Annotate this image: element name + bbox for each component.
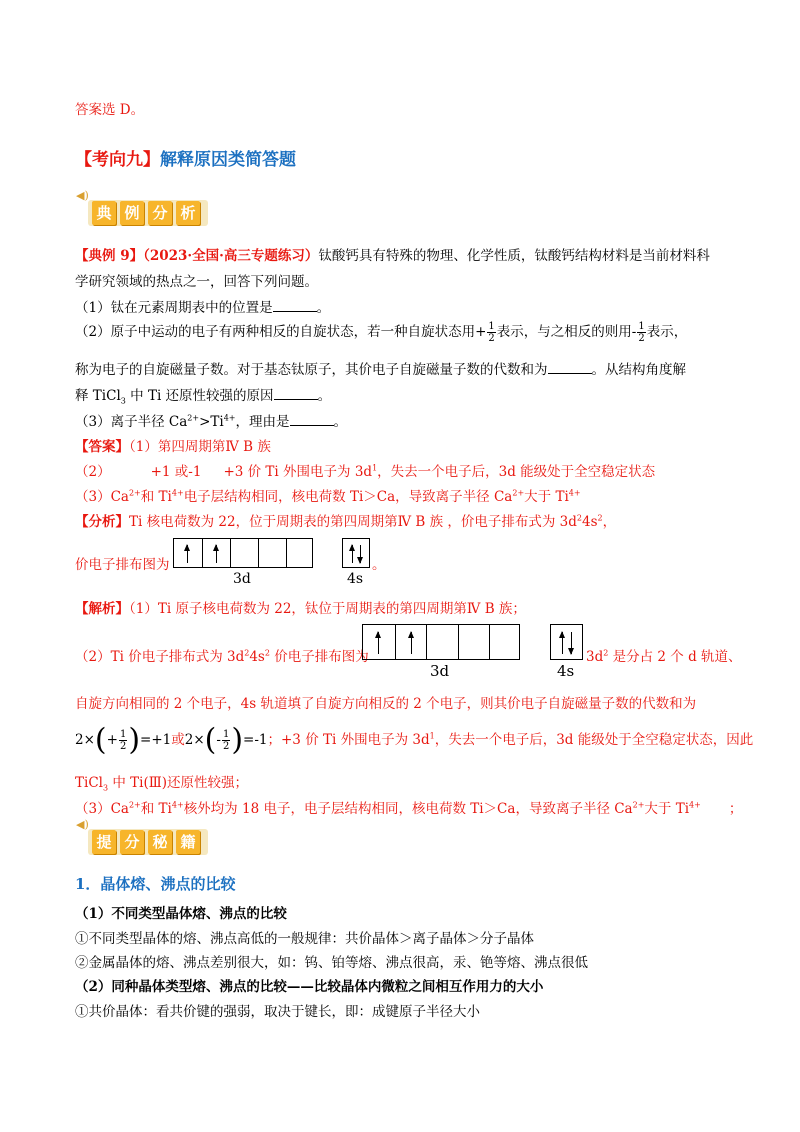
explain-p4-s: 1 (429, 731, 435, 741)
explain-p2-d: 3d (586, 649, 604, 665)
example-source: （2023·全国·高三专题练习） (143, 248, 319, 264)
orbital-3d-label: 3d (430, 662, 450, 680)
answer-a3: （3）Ca (75, 489, 129, 505)
answer-a1: （1）第四周期第Ⅳ B 族 (129, 439, 271, 455)
answer-a2-sup: 1 (372, 463, 378, 473)
analysis-diagram-lead: 价电子排布图为 (75, 557, 170, 573)
answer-3 (75, 485, 581, 505)
frac-num: 1 (638, 321, 645, 332)
half-fraction (487, 321, 495, 344)
orbital-cell (230, 539, 258, 567)
answer-a3-m2: 电子层结构相同，核电荷数 Ti＞Ca，导致离子半径 Ca (183, 489, 513, 505)
spin-up-arrow (352, 545, 353, 563)
explain-p2-e: 是分占 2 个 d 轨道、 (608, 649, 742, 665)
q3-d: 4+ (223, 413, 236, 423)
orbital-cell (395, 625, 427, 659)
banner1-char: 例 (120, 201, 144, 225)
q2-f2: 3 (120, 396, 126, 406)
q3-a: （3）离子半径 Ca (75, 414, 188, 430)
q2-e: 。从结构角度解 (591, 362, 686, 378)
answer-a2-rest: +3 价 Ti 外围电子为 3d (223, 464, 373, 480)
answer-a3-s3: 2+ (512, 488, 525, 498)
explain-p5-a: TiCl (75, 775, 103, 791)
tips-heading-1: 1．晶体熔、沸点的比较 (75, 875, 236, 893)
orbital-3d-label: 3d (233, 571, 251, 587)
math-sign: + (106, 732, 118, 748)
answer-a2-lead: （2） (75, 464, 111, 480)
answer-a2-val: +1 或-1 (150, 464, 202, 480)
q2-d: 称为电子的自旋磁量子数。对于基态钛原子，其价电子自旋磁量子数的代数和为 (75, 362, 548, 378)
explain-p5-s: 3 (102, 783, 109, 793)
explain-p2-s1: 2 (244, 648, 250, 658)
explain-p6-s1: 2+ (128, 800, 141, 810)
explain-p2-a: （2）Ti 价电子排布式为 3d (75, 649, 245, 665)
answer-label: 【答案】 (75, 439, 129, 455)
frac-num: 1 (222, 729, 230, 740)
answer-1 (75, 435, 271, 455)
paren-close: ) (231, 722, 244, 758)
q2-a: （2）原子中运动的电子有两种相反的自旋状态，若一种自旋状态用+ (75, 324, 487, 340)
q2-f1: 释 TiCl (75, 388, 121, 404)
tips-line-2: ②金属晶体的熔、沸点差别很大，如：钨、铂等熔、沸点很高，汞、铯等熔、沸点很低 (75, 955, 588, 971)
orbital-cell (426, 625, 458, 659)
orbital-cell (202, 539, 230, 567)
analysis-s2: 2 (597, 513, 603, 523)
answer-blank (273, 299, 317, 312)
explain-label: 【解析】 (75, 601, 129, 617)
explain-4 (75, 722, 753, 759)
q3-c: >Ti (199, 414, 224, 430)
example-intro-b: 学研究领域的热点之一，回答下列问题。 (75, 274, 318, 290)
spin-up-arrow (378, 632, 379, 654)
frac-den: 2 (119, 741, 127, 752)
explain-p4: ；+3 价 Ti 外围电子为 3d (267, 732, 430, 748)
explain-p6-s2: 4+ (171, 800, 184, 810)
explain-p6-e: ； (728, 801, 743, 817)
tips-heading-2: （1）不同类型晶体熔、沸点的比较 (75, 906, 287, 922)
orbital-3d-box (362, 624, 520, 660)
analysis-s1: 2 (576, 513, 582, 523)
explain-3: 自旋方向相同的 2 个电子，4s 轨道填了自旋方向相反的 2 个电子，则其价电子自旋磁量子数的代数和为 (75, 696, 697, 712)
spin-down-arrow (360, 545, 361, 563)
banner2-char: 籍 (176, 830, 200, 854)
explain-p2-s3: 2 (603, 648, 609, 658)
banner2-char: 秘 (148, 830, 172, 854)
example-label: 【典例 9】 (75, 248, 144, 264)
math-1a: 2× (75, 732, 95, 748)
paren-open: ( (204, 722, 217, 758)
banner1-char: 典 (92, 201, 116, 225)
explain-p2-b: 4s (249, 649, 265, 665)
spin-up-arrow (562, 632, 563, 654)
orbital-cell (489, 625, 521, 659)
spin-up-arrow (216, 545, 217, 563)
orbital-cell (258, 539, 286, 567)
answer-a3-m: 和 Ti (140, 489, 172, 505)
paren-close: ) (128, 722, 141, 758)
frac-den: 2 (222, 741, 230, 752)
math-2b: =-1 (243, 732, 268, 748)
analysis-a: Ti 核电荷数为 22，位于周期表的第四周期第Ⅳ B 族 ，价电子排布式为 3d (129, 514, 577, 530)
section-bracket: 【考向九】 (75, 150, 160, 170)
explain-p6-s4: 4+ (689, 800, 701, 810)
analysis-c: ， (602, 514, 617, 530)
explain-1 (75, 597, 526, 617)
banner1-char: 析 (176, 201, 200, 225)
orbital-cell (458, 625, 490, 659)
answer-a3-s1: 2+ (128, 488, 141, 498)
answer-2 (75, 460, 655, 480)
math-2a: 2× (184, 732, 205, 748)
answer-blank (274, 387, 318, 400)
q3-f: 。 (333, 414, 347, 430)
math-1b: =+1 (140, 732, 172, 748)
answer-a3-s2: 4+ (171, 488, 184, 498)
answer-line: 答案选 D。 (75, 102, 145, 118)
spin-up-arrow (187, 545, 188, 563)
explain-p6-b: 和 Ti (140, 801, 172, 817)
banner1-chars (92, 201, 204, 225)
analysis-b: 4s (581, 514, 598, 530)
frac-den: 2 (488, 333, 495, 344)
frac-num: 1 (119, 729, 127, 740)
answer-a2-tail: ，失去一个电子后，3d 能级处于全空稳定状态 (377, 464, 656, 480)
orbital-cell (286, 539, 314, 567)
half-fraction (637, 321, 645, 344)
orbital-3d-box (173, 538, 313, 568)
question-3 (75, 410, 347, 430)
orbital-cell (174, 539, 202, 567)
explain-2 (75, 645, 369, 665)
q1-end: 。 (316, 300, 331, 316)
paren-open: ( (94, 722, 107, 758)
analysis-label: 【分析】 (75, 514, 129, 530)
analysis-text (75, 510, 616, 530)
explain-p4-b: ，失去一个电子后，3d 能级处于全空稳定状态，因此 (434, 732, 754, 748)
math-sign: - (216, 732, 221, 748)
q1-text: （1）钛在元素周期表中的位置是 (75, 300, 273, 316)
frac-den: 2 (638, 333, 645, 344)
spin-up-arrow (411, 632, 412, 654)
explain-5 (75, 771, 248, 791)
answer-a3-s4: 4+ (568, 488, 581, 498)
explain-2-tail (586, 645, 742, 665)
example-intro-a: 钛酸钙具有特殊的物理、化学性质，钛酸钙结构材料是当前材料科 (318, 248, 710, 264)
explain-p5-b: 中 Ti(Ⅲ)还原性较强； (108, 775, 249, 791)
analysis-diagram-end: 。 (372, 557, 386, 573)
speaker-icon: ◀) (76, 189, 89, 202)
tips-line-3: ①共价晶体：看共价键的强弱，取决于键长，即：成键原子半径大小 (75, 1004, 480, 1020)
example-intro (75, 244, 710, 264)
orbital-4s-label: 4s (557, 662, 575, 680)
q3-e: ，理由是 (235, 414, 290, 430)
banner2-char: 分 (120, 830, 144, 854)
orbital-4s-box (342, 538, 370, 568)
explain-p1: （1）Ti 原子核电荷数为 22，钛位于周期表的第四周期第Ⅳ B 族； (129, 601, 526, 617)
orbital-4s-label: 4s (347, 571, 364, 587)
spin-down-arrow (571, 632, 572, 654)
half-fraction (222, 729, 230, 752)
orbital-cell (363, 625, 395, 659)
tips-heading-3: （2）同种晶体类型熔、沸点的比较——比较晶体内微粒之间相互作用力的大小 (75, 979, 544, 995)
explain-p2-c: 价电子排布图为 (269, 649, 369, 665)
question-1 (75, 296, 330, 316)
math-or: 或 (171, 732, 185, 748)
q3-b: 2+ (187, 413, 200, 423)
banner2-char: 提 (92, 830, 116, 854)
section-heading (75, 145, 296, 170)
answer-blank (290, 413, 334, 426)
banner1-char: 分 (148, 201, 172, 225)
q2-f4: 。 (317, 388, 332, 404)
explain-p6-d: 大于 Ti (644, 801, 690, 817)
question-2a (75, 320, 687, 344)
q2-b: 表示，与之相反的则用- (496, 324, 637, 340)
frac-num: 1 (488, 321, 495, 332)
answer-a3-m3: 大于 Ti (524, 489, 569, 505)
tips-line-1: ①不同类型晶体的熔、沸点高低的一般规律：共价晶体＞离子晶体＞分子晶体 (75, 931, 534, 947)
banner2-chars (92, 830, 204, 854)
orbital-4s-box (550, 624, 583, 660)
speaker-icon: ◀) (76, 818, 89, 831)
section-title: 解释原因类简答题 (160, 150, 296, 170)
explain-p6-c: 核外均为 18 电子，电子层结构相同，核电荷数 Ti＞Ca，导致离子半径 Ca (183, 801, 633, 817)
answer-blank (548, 361, 592, 374)
question-2b (75, 358, 686, 378)
explain-6 (75, 797, 742, 817)
question-2c (75, 384, 331, 404)
q2-f3: 中 Ti 还原性较强的原因 (125, 388, 274, 404)
half-fraction (119, 729, 127, 752)
explain-p6-a: （3）Ca (75, 801, 129, 817)
explain-p2-s2: 2 (264, 648, 270, 658)
q2-c: 表示， (646, 324, 688, 340)
explain-p6-s3: 2+ (632, 800, 645, 810)
